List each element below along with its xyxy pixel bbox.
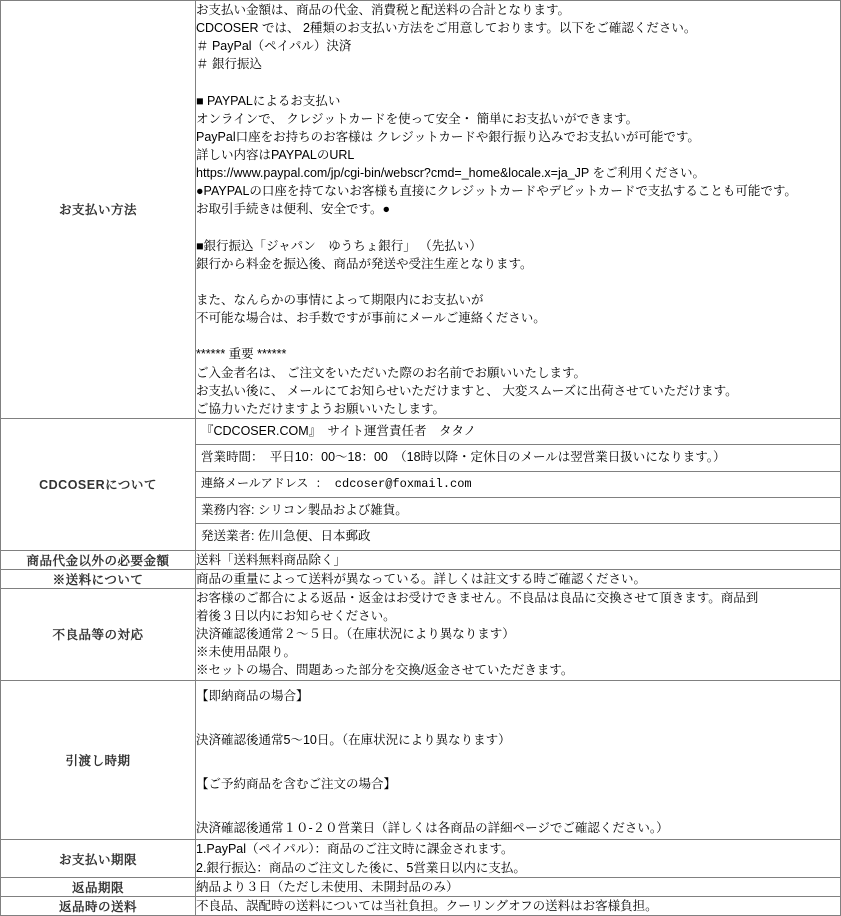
text-line: 不可能な場合は、お手数ですが事前にメールご連絡ください。 bbox=[196, 311, 546, 326]
row-label: お支払い期限 bbox=[1, 840, 196, 877]
row-label: 返品期限 bbox=[1, 877, 196, 896]
row-value bbox=[196, 588, 841, 680]
table-row bbox=[1, 550, 841, 569]
text-line: https://www.paypal.com/jp/cgi-bin/webscr?cmd=_home&locale.x=ja_JP をご利用ください。 bbox=[196, 166, 705, 181]
text-line: ■ PAYPALによるお支払い bbox=[196, 93, 341, 108]
sub-row: 連絡メールアドレス ： cdcoser@foxmail.com bbox=[196, 472, 840, 498]
sub-row: 営業時間： 平日10：00～18：00 （18時以降・定休日のメールは翌営業日扱いになります。） bbox=[196, 445, 840, 472]
text-line: お支払い後に、 メールにてお知らせいただけますと、 大変スムーズに出荷させていただけます。 bbox=[196, 383, 738, 398]
text-line: 2.銀行振込：商品のご注文した後に、5営業日以内に支払。 bbox=[196, 860, 526, 875]
text-line: お客様のご都合による返品・返金はお受けできません。不良品は良品に交換させて頂きます。商品到 bbox=[196, 590, 759, 605]
row-value bbox=[196, 569, 841, 588]
text-line: オンラインで、 クレジットカードを使って安全・ 簡単にお支払いができます。 bbox=[196, 111, 639, 126]
blank-line bbox=[196, 273, 840, 291]
text-line: ＃ 銀行振込 bbox=[196, 57, 262, 72]
table-row bbox=[1, 840, 841, 877]
text-line: CDCOSER では、 2種類のお支払い方法をご用意しております。以下をご確認ください。 bbox=[196, 21, 697, 36]
text-line: お支払い金額は、商品の代金、消費税と配送料の合計となります。 bbox=[196, 3, 571, 17]
row-label: 商品代金以外の必要金額 bbox=[1, 550, 196, 569]
row-label: 返品時の送料 bbox=[1, 896, 196, 915]
row-value bbox=[196, 896, 841, 915]
row-value bbox=[196, 1, 841, 419]
text-line: ※未使用品限り。 bbox=[196, 645, 297, 660]
text-line: ※セットの場合、問題あった部分を交換/返金させていただきます。 bbox=[196, 663, 574, 678]
text-line: ****** 重要 ****** bbox=[196, 347, 287, 362]
table-row bbox=[1, 896, 841, 915]
blank-line bbox=[196, 795, 840, 813]
text-line: 決済確認後通常２～５日。（在庫状況により異なります） bbox=[196, 627, 515, 642]
text-line: ＃ PayPal（ペイパル）決済 bbox=[196, 39, 352, 54]
blank-line bbox=[196, 327, 840, 345]
table-row bbox=[1, 680, 841, 840]
sub-row-group bbox=[196, 419, 840, 550]
row-value bbox=[196, 418, 841, 550]
text-line: ■銀行振込「ジャパン ゆうちょ銀行」 （先払い） bbox=[196, 238, 482, 253]
text-line: 【即納商品の場合】 bbox=[196, 688, 309, 703]
table-row bbox=[1, 588, 841, 680]
text-line: 着後３日以内にお知らせください。 bbox=[196, 609, 396, 624]
terms-table-body bbox=[1, 1, 841, 916]
row-label: 引渡し時期 bbox=[1, 680, 196, 840]
text-line: 商品の重量によって送料が異なっている。詳しくは註文する時ご確認ください。 bbox=[196, 571, 647, 586]
row-value bbox=[196, 550, 841, 569]
text-line: 不良品、誤配時の送料については当社負担。クーリングオフの送料はお客様負担。 bbox=[196, 898, 658, 913]
text-line: 納品より３日（ただし未使用、未開封品のみ） bbox=[196, 879, 459, 894]
sub-row: 業務内容: シリコン製品および雑貨。 bbox=[196, 498, 840, 525]
text-line: ご入金者名は、 ご注文をいただいた際のお名前でお願いいたします。 bbox=[196, 365, 586, 380]
row-value bbox=[196, 877, 841, 896]
table-row bbox=[1, 1, 841, 419]
blank-line bbox=[196, 707, 840, 725]
table-row bbox=[1, 569, 841, 588]
text-line: 決済確認後通常5～10日。（在庫状況により異なります） bbox=[196, 732, 511, 747]
text-line: PayPal口座をお持ちのお客様は クレジットカードや銀行振り込みでお支払いが可能です。 bbox=[196, 129, 700, 144]
row-label: 不良品等の対応 bbox=[1, 588, 196, 680]
text-line: 送料「送料無料商品除く」 bbox=[196, 552, 347, 567]
text-line: 決済確認後通常１０-２０営業日（詳しくは各商品の詳細ページでご確認ください。） bbox=[196, 821, 669, 836]
text-line: 1.PayPal（ペイパル）：商品のご注文時に課金されます。 bbox=[196, 842, 514, 857]
text-line: 銀行から料金を振込後、商品が発送や受注生産となります。 bbox=[196, 256, 533, 271]
text-line: お取引手続きは便利、安全です。● bbox=[196, 202, 391, 217]
text-line: ご協力いただけますようお願いいたします。 bbox=[196, 401, 446, 416]
blank-line bbox=[196, 219, 840, 237]
blank-line bbox=[196, 751, 840, 769]
text-line: また、なんらかの事情によって期限内にお支払いが bbox=[196, 293, 484, 307]
row-value bbox=[196, 680, 841, 840]
table-row bbox=[1, 877, 841, 896]
table-row bbox=[1, 418, 841, 550]
blank-line bbox=[196, 74, 840, 92]
row-label: CDCOSERについて bbox=[1, 418, 196, 550]
text-line: 詳しい内容はPAYPALのURL bbox=[196, 148, 355, 162]
sub-row: 発送業者: 佐川急便、日本郵政 bbox=[201, 529, 371, 544]
row-label: ※送料について bbox=[1, 569, 196, 588]
text-line: 【ご予約商品を含むご注文の場合】 bbox=[196, 777, 397, 792]
sub-row: 『CDCOSER.COM』 サイト運営責任者 タタノ bbox=[196, 419, 840, 446]
text-line: ●PAYPALの口座を持てないお客様も直接にクレジットカードやデビットカードで支払することも可能です。 bbox=[196, 184, 797, 199]
row-value bbox=[196, 840, 841, 877]
row-label: お支払い方法 bbox=[1, 1, 196, 419]
